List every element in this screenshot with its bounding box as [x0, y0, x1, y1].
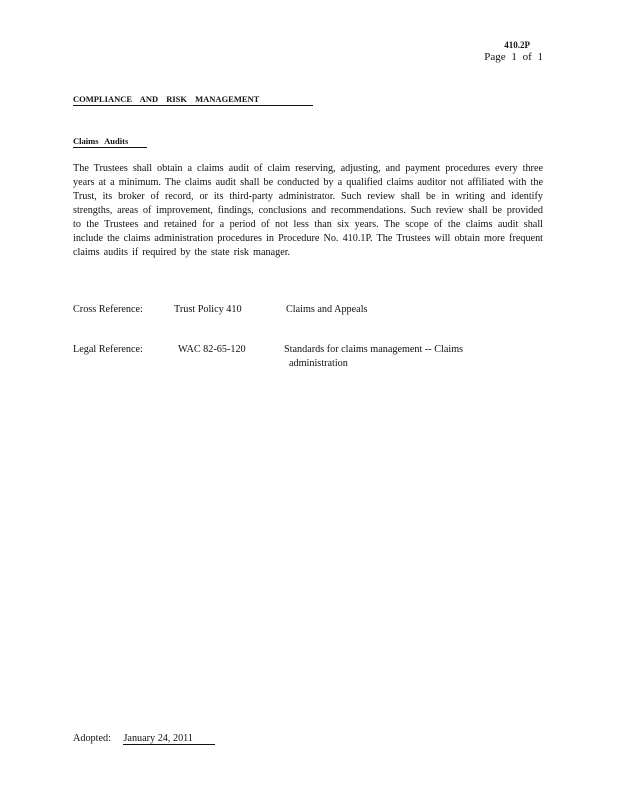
- legal-reference-description-continued: administration: [289, 358, 348, 369]
- legal-reference-code: WAC 82-65-120: [178, 344, 246, 355]
- adopted-line: [73, 733, 215, 745]
- legal-reference-description: Standards for claims management -- Claims: [284, 344, 464, 355]
- cross-reference-description: Claims and Appeals: [286, 304, 368, 315]
- cross-reference-code: Trust Policy 410: [174, 304, 242, 315]
- adopted-label: Adopted:: [73, 733, 111, 744]
- policy-number: 410.2P: [504, 40, 530, 50]
- policy-paragraph: The Trustees shall obtain a claims audit of claim reserving, adjusting, and payment procedures every three years at a minimum. The claims audit shall be conducted by a qualified claims auditor not affiliated with the Trust, its broker of record, or its third-party administrator. Such review shall be in writing and identify strengths, areas of improvement, findings, conclusions and recommendations. Such review shall be provided to the Trustees and retained for a period of not less than six years. The scope of the claims audit shall include the claims administration procedures in Procedure No. 410.1P. The Trustees will obtain more frequent claims audits if required by the state risk manager.: [73, 163, 543, 258]
- page-indicator: Page 1 of 1: [484, 51, 543, 63]
- cross-reference-label: Cross Reference:: [73, 304, 143, 315]
- adopted-date: January 24, 2011: [123, 733, 215, 745]
- legal-reference-label: Legal Reference:: [73, 344, 143, 355]
- subsection-title: Claims Audits: [73, 136, 147, 148]
- section-title: COMPLIANCE AND RISK MANAGEMENT: [73, 94, 313, 106]
